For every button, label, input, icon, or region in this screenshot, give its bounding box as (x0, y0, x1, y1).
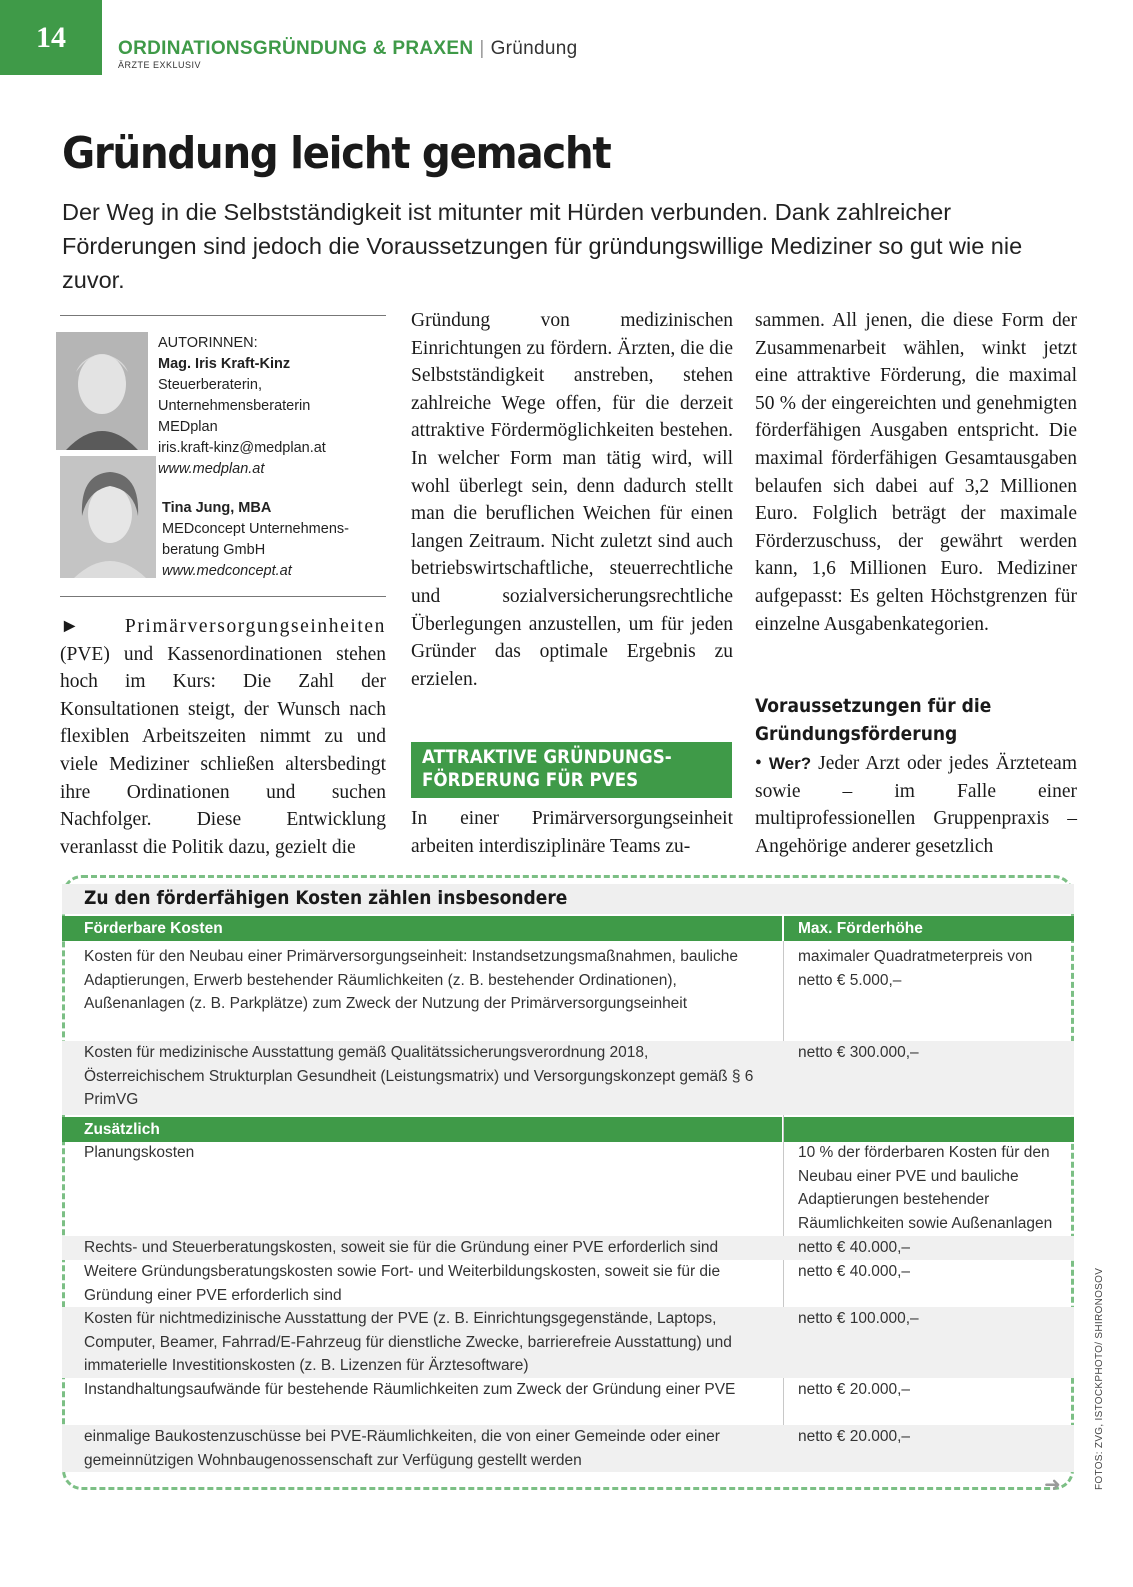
author-1-company: MEDplan (158, 419, 218, 435)
bullet-paragraph (755, 750, 1077, 860)
row-max: netto € 300.000,– (798, 1044, 919, 1061)
section-additional-label: Zusätzlich (84, 1121, 160, 1138)
magazine-name: ÄRZTE EXKLUSIV (118, 60, 202, 70)
author-1-web[interactable]: www.medplan.at (158, 461, 265, 477)
header-max-label: Max. Förderhöhe (798, 920, 923, 937)
table-row (62, 1307, 1074, 1378)
article-title: Gründung leicht gemacht (62, 128, 611, 179)
page-number: 14 (0, 0, 102, 75)
subheading (755, 692, 991, 748)
table-title: Zu den förderfähigen Kosten zählen insbesondere (84, 887, 568, 909)
table-row (62, 945, 1074, 1040)
author-photo-2 (60, 456, 156, 578)
row-max: netto € 40.000,– (798, 1263, 911, 1280)
table-row (62, 1041, 1074, 1115)
box-heading-line-2: FÖRDERUNG FÜR PVES (422, 769, 639, 791)
author-2-company-2: beratung GmbH (162, 542, 266, 558)
column-3-text: sammen. All jenen, die diese Form der Zusammenarbeit wählen, winkt jetzt eine attraktive Förderung, die maximal 50 % der eingereichten und genehmigten förderfähigen Ausgaben entspricht. Die maximal förderfähigen Gesamtausgaben belaufen sich dabei auf 3,2 Millionen Euro. Folglich beträgt der maximale Förderzuschuss, der gewährt werden kann, 1,6 Millionen Euro. Mediziner aufgepasst: Es gelten Höchstgrenzen für einzelne Ausgabenkategorien. (755, 310, 1077, 635)
author-2-name: Tina Jung, MBA (162, 500, 272, 516)
author-1-name: Mag. Iris Kraft-Kinz (158, 356, 291, 372)
table-row (62, 1260, 1074, 1307)
article-column-1 (60, 613, 386, 861)
bullet-marker: • (755, 753, 762, 774)
section-separator: | (479, 38, 485, 59)
subsection-title: Gründung (490, 38, 578, 59)
table-section-additional-right (784, 1117, 1074, 1142)
row-cost: Weitere Gründungsberatungskosten sowie Fort- und Weiterbildungskosten, soweit sie für die Gründung einer PVE erforderlich sind (84, 1263, 721, 1304)
row-max: netto € 100.000,– (798, 1310, 919, 1327)
row-cost: Kosten für den Neubau einer Primärversorgungseinheit: Instandsetzungsmaßnahmen, bauliche Adaptierungen, Erwerb bestehender Räumlichkeiten (z. B. bestehender Ordinationen), Außenanlagen (z. B. Parkplätze) zum Zweck der Nutzung der Primärversorgungseinheit (84, 948, 738, 1012)
lead-in: ► Primärversorgungseinheiten (60, 616, 386, 637)
table-row (62, 1141, 1074, 1235)
table-row (62, 1425, 1074, 1472)
authors-label: AUTORINNEN: (158, 335, 258, 351)
photo-credit: FOTOS: ZVG, ISTOCKPHOTO/ SHIRONOSOV (1094, 1267, 1105, 1490)
column-1-text: (PVE) und Kassenordinationen stehen hoch im Kurs: Die Zahl der Konsultationen steigt, der Wunsch nach flexiblen Arbeitszeiten nimmt zu und viele Mediziner schließen altersbedingt ihre Ordinationen und suchen Nachfolger. Diese Entwicklung veranlasst die Politik dazu, gezielt die (60, 643, 386, 858)
table-row (62, 1236, 1074, 1260)
row-cost: Planungskosten (84, 1144, 195, 1161)
row-max: netto € 20.000,– (798, 1428, 911, 1445)
subheading-line-2: Gründungsförderung (755, 723, 958, 745)
article-column-2-continued (411, 805, 733, 860)
row-cost: einmalige Baukostenzuschüsse bei PVE-Räumlichkeiten, die von einer Gemeinde oder einer gemeinnützigen Wohnbaugenossenschaft zur Verfügung gestellt werden (84, 1428, 720, 1469)
author-2-web[interactable]: www.medconcept.at (162, 563, 292, 579)
article-column-2 (411, 307, 733, 693)
author-1-role-1: Steuerberaterin, (158, 377, 262, 393)
table-header-cost (62, 916, 782, 941)
author-box (60, 315, 386, 597)
author-1-info (158, 333, 326, 480)
article-lead: Der Weg in die Selbstständigkeit ist mitunter mit Hürden verbunden. Dank zahlreicher Förderungen sind jedoch die Voraussetzungen für gründungswillige Mediziner so gut wie nie zuvor. (62, 199, 1023, 293)
portrait-icon (56, 332, 148, 450)
row-max: netto € 20.000,– (798, 1381, 911, 1398)
column-2-text: Gründung von medizinischen Einrichtungen zu fördern. Ärzten, die die Selbstständigkeit anstreben, stehen zahlreiche Wege offen, für die derzeit attraktive Fördermöglichkeiten bestehen. In welcher Form man tätig wird, will wohl überlegt sein, denn dadurch stellt man die beruflichen Weichen für einen langen Zeitraum. Nicht zuletzt sind auch betriebswirtschaftliche, steuerrechtliche und sozialversicherungsrechtliche Überlegungen anzustellen, um für jeden Gründer das optimale Ergebnis zu erzielen. (411, 310, 733, 690)
row-max: maximaler Quadratmeterpreis von netto € 5.000,– (798, 948, 1033, 989)
table-header-max (784, 916, 1074, 941)
bullet-text: Jeder Arzt oder jedes Ärzteteam sowie – im Falle einer multiprofessionellen Gruppenpraxis – Angehörige anderer gesetzlich (755, 753, 1078, 857)
row-max: netto € 40.000,– (798, 1239, 911, 1256)
row-cost: Instandhaltungsaufwände für bestehende Räumlichkeiten zum Zweck der Gründung einer PVE (84, 1381, 736, 1398)
row-max: 10 % der förderbaren Kosten für den Neubau einer PVE und bauliche Adaptierungen bestehender Räumlichkeiten sowie Außenanlagen (798, 1144, 1053, 1232)
table-title-bar (62, 884, 1074, 914)
row-cost: Rechts- und Steuerberatungskosten, soweit sie für die Gründung einer PVE erforderlich sind (84, 1239, 719, 1256)
row-cost: Kosten für medizinische Ausstattung gemäß Qualitätssicherungsverordnung 2018, Österreichischem Strukturplan Gesundheit (Leistungsmatrix) und Versorgungskonzept gemäß § 6 PrimVG (84, 1044, 754, 1108)
author-2-info (162, 498, 349, 582)
author-photo-1 (56, 332, 148, 450)
table-section-additional (62, 1117, 782, 1142)
column-2-after-box: In einer Primärversorgungseinheit arbeiten interdisziplinäre Teams zu- (411, 808, 733, 857)
bullet-label: Wer? (768, 754, 812, 773)
box-heading (411, 742, 732, 798)
author-1-role-2: Unternehmensberaterin (158, 398, 311, 414)
header-cost-label: Förderbare Kosten (84, 920, 223, 937)
author-2-company-1: MEDconcept Unternehmens- (162, 521, 349, 537)
subheading-line-1: Voraussetzungen für die (755, 695, 992, 717)
section-header (118, 38, 578, 60)
row-cost: Kosten für nichtmedizinische Ausstattung der PVE (z. B. Einrichtungsgegenstände, Laptops, Computer, Beamer, Fahrrad/E-Fahrzeug für dienstliche Zwecke, barrierefreie Ausstattung) und immaterielle Investitionskosten (z. B. Lizenzen für Ärztesoftware) (84, 1310, 732, 1374)
box-heading-line-1: ATTRAKTIVE GRÜNDUNGS- (422, 746, 672, 768)
article-column-3 (755, 307, 1077, 638)
author-1-email[interactable]: iris.kraft-kinz@medplan.at (158, 440, 326, 456)
portrait-icon (60, 456, 156, 578)
table-row (62, 1378, 1074, 1425)
section-title: ORDINATIONSGRÜNDUNG & PRAXEN (118, 38, 474, 59)
continue-arrow-icon: ➜ (1044, 1474, 1061, 1496)
